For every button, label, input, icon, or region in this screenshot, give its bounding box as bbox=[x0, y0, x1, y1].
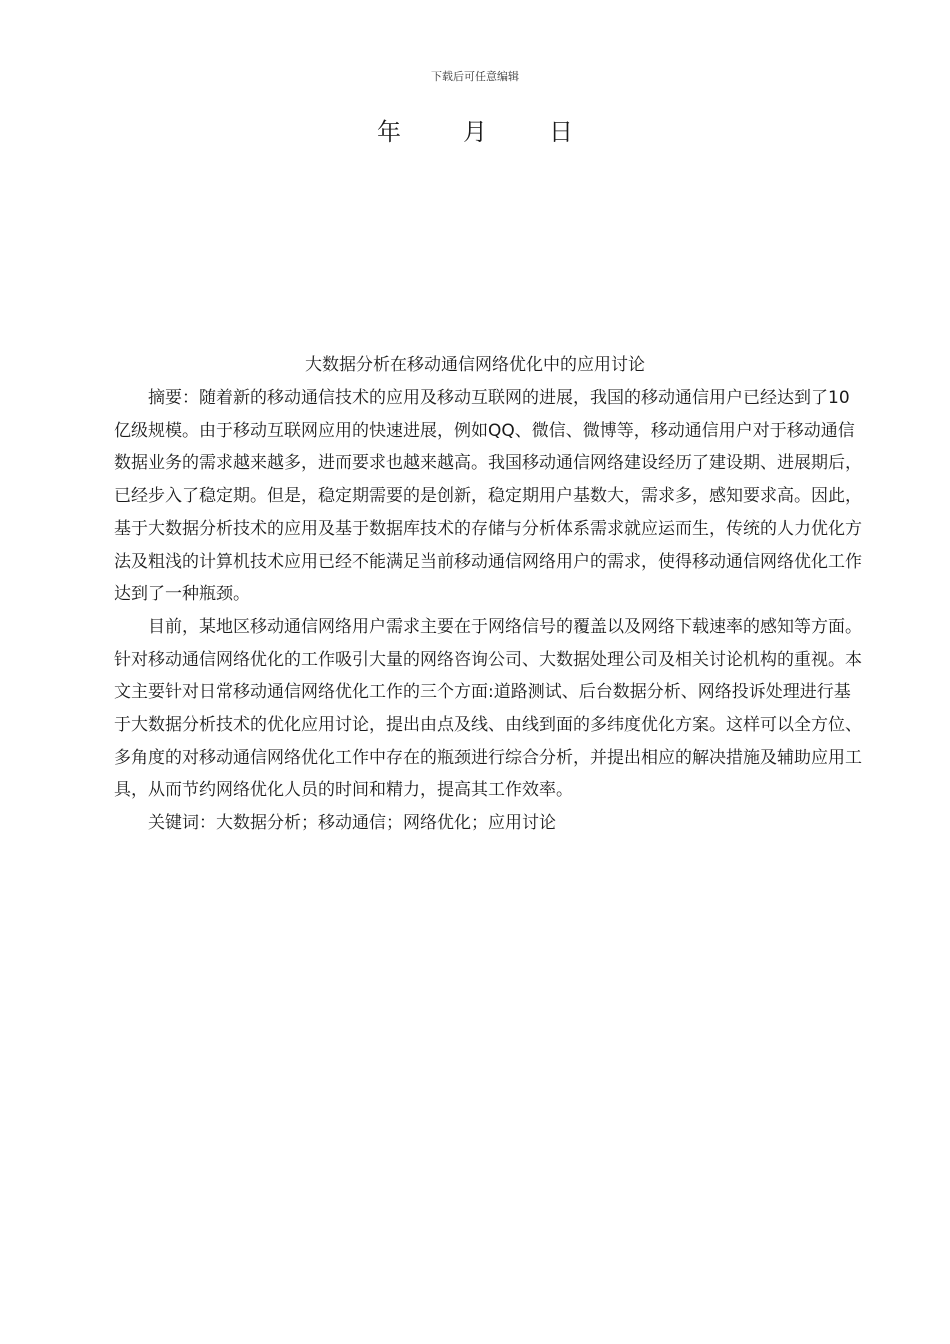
document-title: 大数据分析在移动通信网络优化中的应用讨论 bbox=[305, 355, 645, 375]
abstract-paragraph: 摘要：随着新的移动通信技术的应用及移动互联网的进展，我国的移动通信用户已经达到了10亿级规模。由于移动互联网应用的快速进展，例如QQ、微信、微博等，移动通信用户对于移动通信数据业务的需求越来越多，进而要求也越来越高。我国移动通信网络建设经历了建设期、进展期后，已经步入了稳定期。但是，稳定期需要的是创新，稳定期用户基数大，需求多，感知要求高。因此，基于大数据分析技术的应用及基于数据库技术的存储与分析体系需求就应运而生，传统的人力优化方法及粗浅的计算机技术应用已经不能满足当前移动通信网络用户的需求，使得移动通信网络优化工作达到了一种瓶颈。 bbox=[114, 388, 862, 605]
body-paragraph: 目前，某地区移动通信网络用户需求主要在于网络信号的覆盖以及网络下载速率的感知等方面。针对移动通信网络优化的工作吸引大量的网络咨询公司、大数据处理公司及相关讨论机构的重视。本文主要针对日常移动通信网络优化工作的三个方面:道路测试、后台数据分析、网络投诉处理进行基于大数据分析技术的优化应用讨论，提出由点及线、由线到面的多纬度优化方案。这样可以全方位、多角度的对移动通信网络优化工作中存在的瓶颈进行综合分析，并提出相应的解决措施及辅助应用工具，从而节约网络优化人员的时间和精力，提高其工作效率。 bbox=[114, 616, 862, 801]
date-day-label: 日 bbox=[549, 118, 573, 146]
document-body bbox=[114, 382, 864, 840]
date-line bbox=[0, 112, 950, 147]
date-month-label: 月 bbox=[463, 118, 487, 146]
keywords-line: 关键词：大数据分析；移动通信；网络优化；应用讨论 bbox=[148, 813, 556, 834]
header-note: 下载后可任意编辑 bbox=[431, 70, 519, 83]
date-year-label: 年 bbox=[377, 118, 401, 146]
